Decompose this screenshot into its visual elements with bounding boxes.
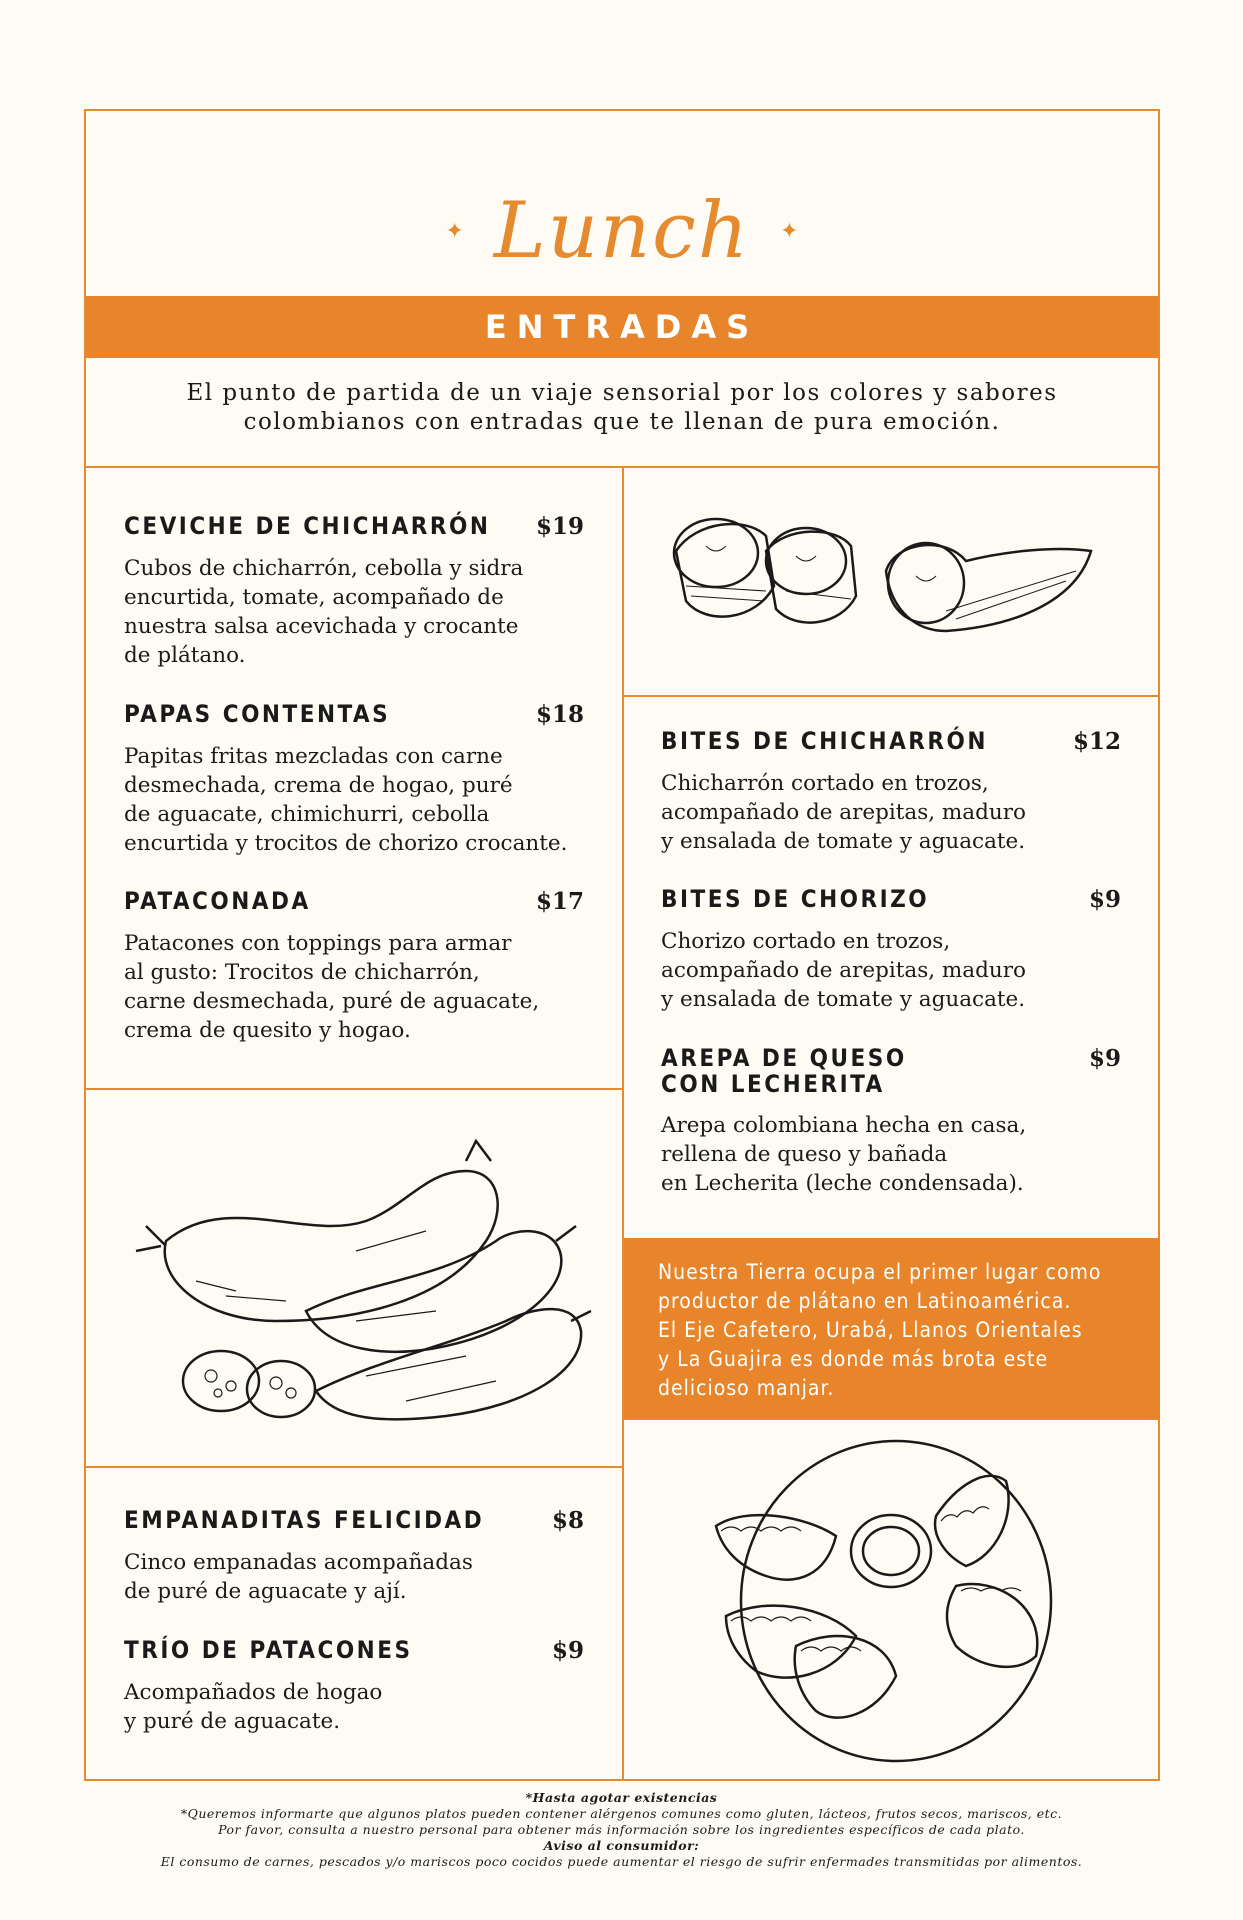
item-name: BITES DE CHICHARRÓN: [661, 727, 988, 755]
divider-right-low: [622, 1418, 1158, 1420]
divider-left-low: [86, 1466, 622, 1468]
item-price: $19: [535, 513, 584, 540]
section-banner: ENTRADAS: [86, 296, 1158, 358]
empanada: [716, 1515, 836, 1580]
item-price: $18: [535, 701, 584, 728]
plantain-slice-face: [888, 543, 964, 623]
footer-staff-note: Por favor, consulta a nuestro personal para obtener más información sobre los ingredientes específicos de cada plato.: [218, 1822, 1025, 1837]
item-description: Acompañados de hogao y puré de aguacate.: [124, 1680, 383, 1734]
chorizo-link: [316, 1309, 581, 1419]
plantain-half: [886, 545, 1091, 631]
sparkle-right-icon: ✦: [780, 218, 799, 244]
plate: [741, 1441, 1051, 1761]
menu-item: [661, 728, 1121, 856]
footer-stock-note: *Hasta agotar existencias: [525, 1790, 718, 1805]
item-description: Papitas fritas mezcladas con carne desmechada, crema de hogao, puré de aguacate, chimichurri, cebolla encurtida y trocitos de chorizo crocante.: [124, 744, 568, 856]
item-name: BITES DE CHORIZO: [661, 885, 930, 913]
chorizo-illustration: [106, 1131, 606, 1451]
item-description: Chorizo cortado en trozos, acompañado de arepitas, maduro y ensalada de tomate y aguacate.: [661, 929, 1026, 1012]
menu-frame: [84, 109, 1160, 1781]
item-name: TRÍO DE PATACONES: [124, 1636, 413, 1664]
item-price: $9: [1088, 1045, 1121, 1072]
menu-title: Lunch: [493, 186, 751, 276]
chorizo-link: [165, 1171, 498, 1321]
divider-right-top: [622, 695, 1158, 697]
item-name: PAPAS CONTENTAS: [124, 700, 391, 728]
item-name: AREPA DE QUESO CON LECHERITA: [661, 1044, 907, 1098]
menu-item: [124, 1637, 584, 1736]
item-price: $8: [551, 1507, 584, 1534]
menu-item: [124, 888, 584, 1045]
item-name: PATACONADA: [124, 887, 311, 915]
menu-item: [124, 1507, 584, 1606]
item-description: Cubos de chicharrón, cebolla y sidra encurtida, tomate, acompañado de nuestra salsa acevichada y crocante de plátano.: [124, 556, 524, 668]
footer-consumer-note: El consumo de carnes, pescados y/o mariscos poco cocidos puede aumentar el riesgo de sufrir enfermades transmitidas por alimentos.: [160, 1854, 1083, 1869]
divider-center: [622, 466, 624, 1781]
title-area: [86, 151, 1158, 311]
footer-allergen-note: *Queremos informarte que algunos platos pueden contener alérgenos comunes como gluten, lácteos, frutos secos, mariscos, etc.: [180, 1806, 1063, 1821]
empanadas-illustration: [686, 1436, 1106, 1766]
item-description: Cinco empanadas acompañadas de puré de aguacate y ají.: [124, 1550, 473, 1604]
sparkle-left-icon: ✦: [445, 218, 464, 244]
section-intro: El punto de partida de un viaje sensorial por los colores y sabores colombianos con entradas que te llenan de pura emoción.: [186, 380, 1058, 435]
chorizo-link: [306, 1231, 561, 1352]
footer-notes: [0, 1790, 1243, 1870]
menu-item: [124, 513, 584, 670]
plantain-slice: [676, 524, 774, 617]
item-price: $12: [1072, 728, 1121, 755]
footer-consumer-heading: Aviso al consumidor:: [543, 1838, 700, 1853]
divider-left-mid: [86, 1088, 622, 1090]
item-description: Chicharrón cortado en trozos, acompañado de arepitas, maduro y ensalada de tomate y aguacate.: [661, 771, 1026, 854]
menu-item: [661, 1045, 1121, 1198]
plantain-slice-face: [674, 519, 758, 587]
item-name: EMPANADITAS FELICIDAD: [124, 1506, 485, 1534]
item-price: $17: [535, 888, 584, 915]
empanada: [935, 1476, 1009, 1566]
item-price: $9: [1088, 886, 1121, 913]
plantain-illustration: [646, 491, 1126, 681]
plantain-fact-box: Nuestra Tierra ocupa el primer lugar como productor de plátano en Latinoamérica. El Eje Cafetero, Urabá, Llanos Orientales y La Guajira es donde más brota este delicioso manjar.: [624, 1238, 1160, 1418]
empanada: [947, 1584, 1037, 1667]
menu-item: [661, 886, 1121, 1014]
menu-item: [124, 701, 584, 858]
item-name: CEVICHE DE CHICHARRÓN: [124, 512, 491, 540]
item-description: Arepa colombiana hecha en casa, rellena de queso y bañada en Lecherita (leche condensada).: [661, 1113, 1027, 1196]
item-description: Patacones con toppings para armar al gusto: Trocitos de chicharrón, carne desmechada, puré de aguacate, crema de quesito y hogao.: [124, 931, 540, 1043]
item-price: $9: [551, 1637, 584, 1664]
